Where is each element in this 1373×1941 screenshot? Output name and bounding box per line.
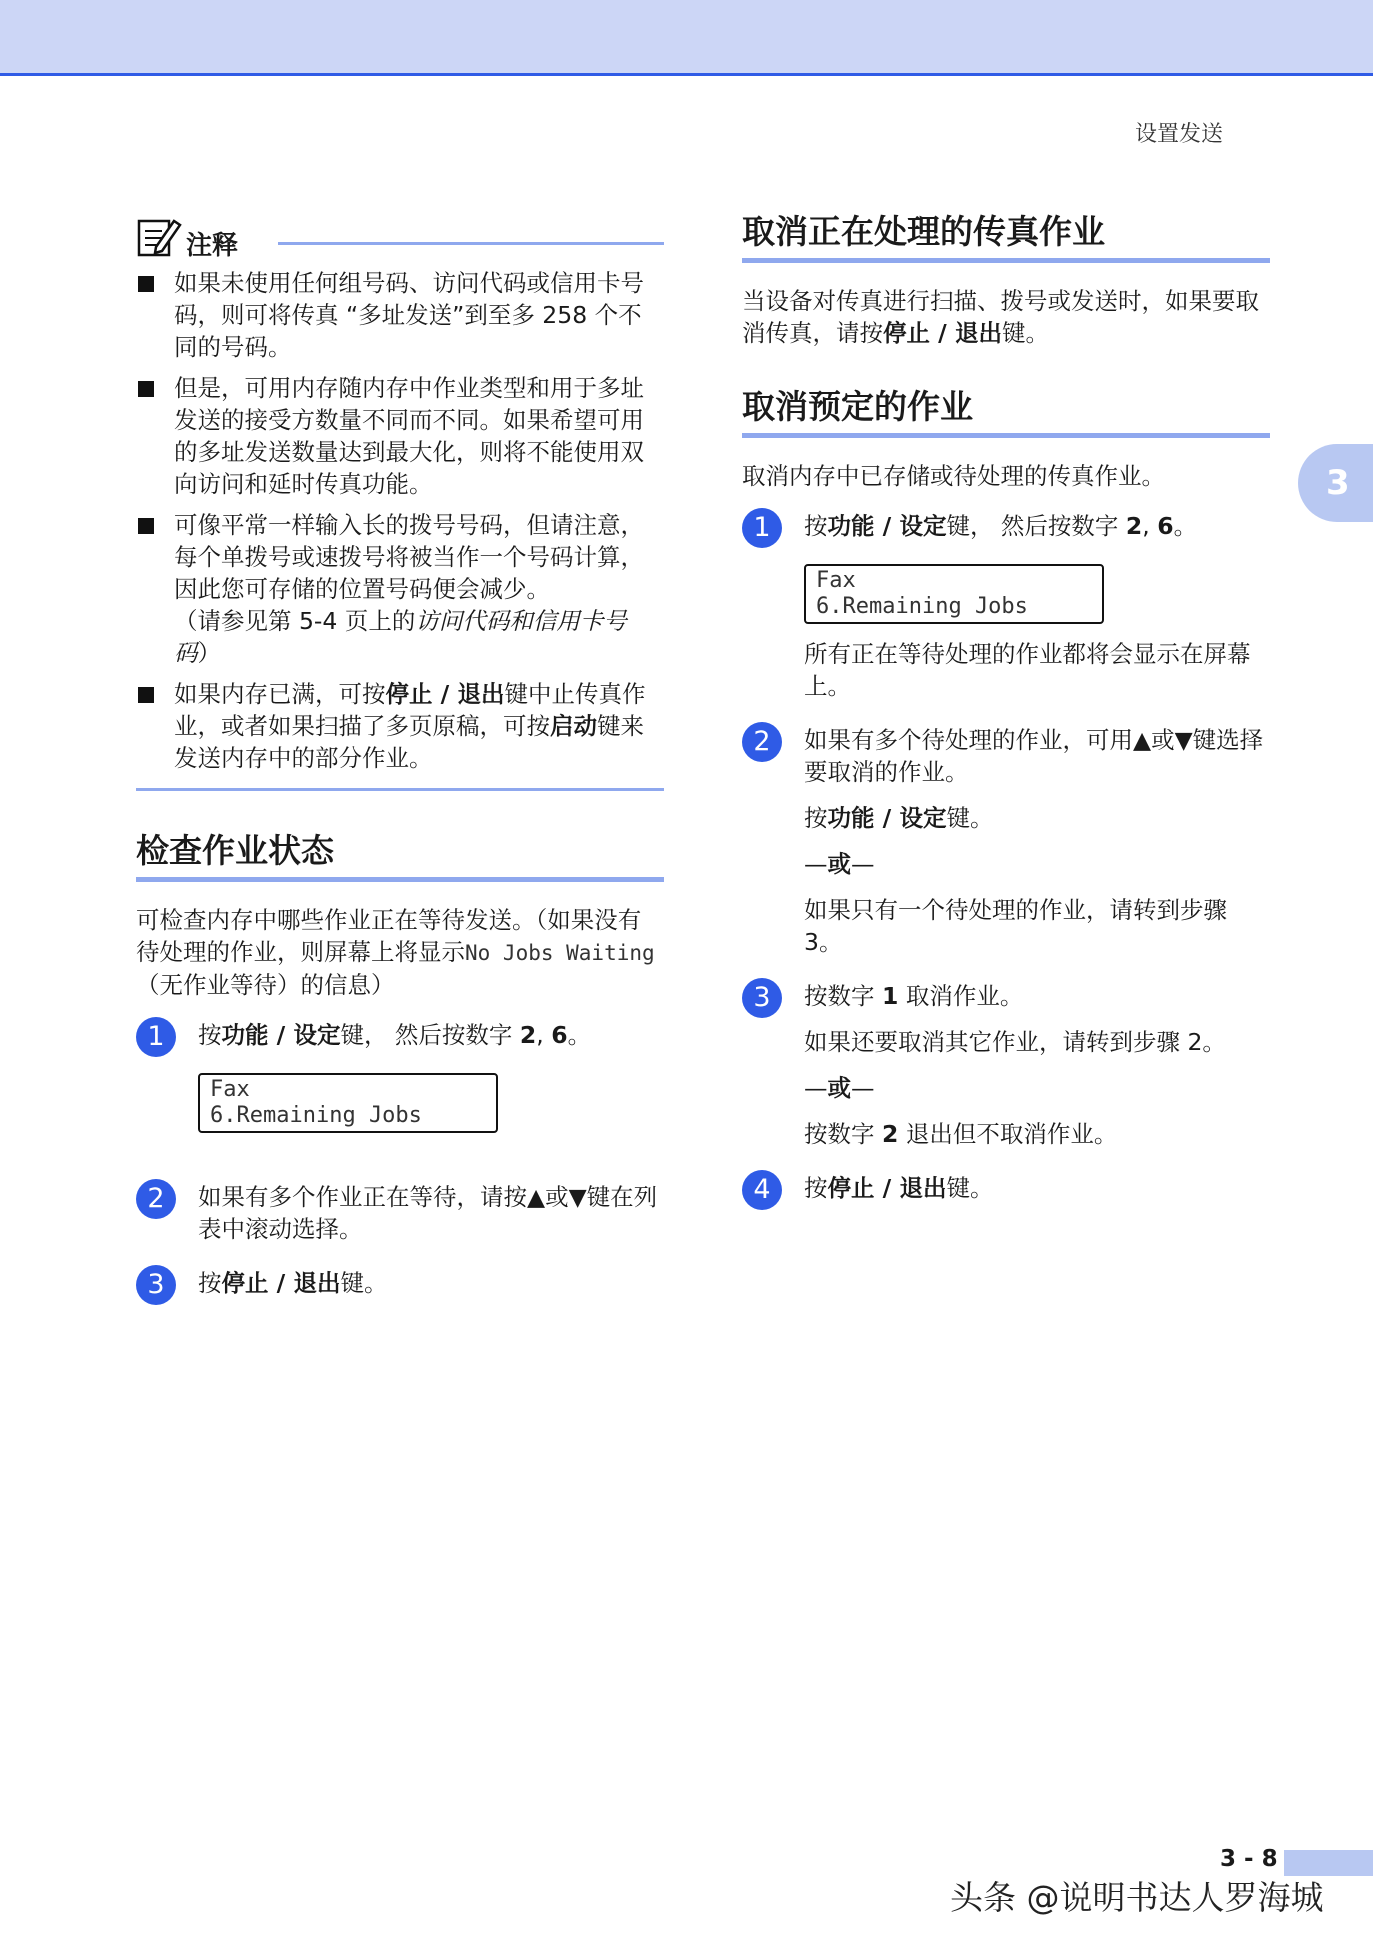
cancel-processing-text: 当设备对传真进行扫描、拨号或发送时，如果要取消传真，请按停止 / 退出键。 bbox=[742, 287, 1259, 347]
step-3: 3 按数字 1 取消作业。 如果还要取消其它作业，请转到步骤 2。 —或— 按数字 2 退出但不取消作业。 bbox=[742, 980, 1270, 1150]
bullet-square-icon bbox=[138, 276, 154, 292]
note-item: 如果内存已满，可按停止 / 退出键中止传真作业，或者如果扫描了多页原稿，可按启动键来发送内存中的部分作业。 bbox=[136, 678, 664, 774]
note-header bbox=[136, 215, 664, 259]
step-number-badge: 2 bbox=[742, 722, 782, 762]
step-1: 1 按功能 / 设定键， 然后按数字 2, 6。 Fax 6.Remaining Jobs 所有正在等待处理的作业都将会显示在屏幕上。 bbox=[742, 510, 1270, 702]
step-2: 2 如果有多个待处理的作业，可用▲或▼键选择要取消的作业。 按功能 / 设定键。 —或— 如果只有一个待处理的作业，请转到步骤 3。 bbox=[742, 724, 1270, 958]
step-number-badge: 4 bbox=[742, 1170, 782, 1210]
bullet-square-icon bbox=[138, 381, 154, 397]
watermark: 头条 @说明书达人罗海城 bbox=[950, 1878, 1324, 1917]
step-number-badge: 3 bbox=[742, 978, 782, 1018]
step-number-badge: 1 bbox=[136, 1017, 176, 1057]
or-separator: —或— bbox=[804, 850, 875, 878]
note-list bbox=[136, 267, 664, 774]
step-4: 4 按停止 / 退出键。 bbox=[742, 1172, 1270, 1204]
right-column bbox=[742, 212, 1270, 1226]
step-3: 3 按停止 / 退出键。 bbox=[136, 1267, 664, 1299]
step-2: 2 如果有多个作业正在等待，请按▲或▼键在列表中滚动选择。 bbox=[136, 1181, 664, 1245]
lcd-display: Fax 6.Remaining Jobs bbox=[804, 564, 1104, 624]
bullet-square-icon bbox=[138, 687, 154, 703]
note-item: 但是，可用内存随内存中作业类型和用于多址发送的接受方数量不同而不同。如果希望可用的多址发送数量达到最大化，则将不能使用双向访问和延时传真功能。 bbox=[136, 372, 664, 500]
reference-link: 访问代码和信用卡号码 bbox=[174, 607, 627, 667]
section-heading-cancel-processing: 取消正在处理的传真作业 bbox=[742, 212, 1270, 263]
section-heading-check-status: 检查作业状态 bbox=[136, 831, 664, 882]
bullet-square-icon bbox=[138, 518, 154, 534]
chapter-tab: 3 bbox=[1298, 444, 1373, 522]
lcd-display: Fax 6.Remaining Jobs bbox=[198, 1073, 498, 1133]
after-lcd-text: 所有正在等待处理的作业都将会显示在屏幕上。 bbox=[804, 640, 1251, 700]
left-column bbox=[136, 215, 664, 1321]
step-number-badge: 3 bbox=[136, 1265, 176, 1305]
check-status-intro: 可检查内存中哪些作业正在等待发送。（如果没有待处理的作业，则屏幕上将显示No Jobs Waiting（无作业等待）的信息） bbox=[136, 906, 655, 999]
section-heading-cancel-scheduled: 取消预定的作业 bbox=[742, 387, 1270, 438]
note-item: 如果未使用任何组号码、访问代码或信用卡号码，则可将传真 “多址发送”到至多 258 个不同的号码。 bbox=[136, 267, 664, 363]
step-number-badge: 1 bbox=[742, 508, 782, 548]
cancel-scheduled-intro: 取消内存中已存储或待处理的传真作业。 bbox=[742, 462, 1165, 490]
top-rule bbox=[0, 73, 1373, 76]
note-title: 注释 bbox=[186, 231, 239, 261]
note-item: 可像平常一样输入长的拨号号码，但请注意，每个单拨号或速拨号将被当作一个号码计算，因此您可存储的位置号码便会减少。 （请参见第 5-4 页上的访问代码和信用卡号码） bbox=[136, 509, 664, 669]
running-header: 设置发送 bbox=[1134, 122, 1223, 147]
or-separator: —或— bbox=[804, 1074, 875, 1102]
step-1: 1 按功能 / 设定键， 然后按数字 2, 6。 Fax 6.Remaining Jobs bbox=[136, 1019, 664, 1159]
note-pencil-icon bbox=[136, 215, 182, 259]
step-number-badge: 2 bbox=[136, 1179, 176, 1219]
page-number: 3 - 8 bbox=[1220, 1846, 1278, 1872]
top-band bbox=[0, 0, 1373, 74]
note-rule bbox=[278, 242, 664, 245]
